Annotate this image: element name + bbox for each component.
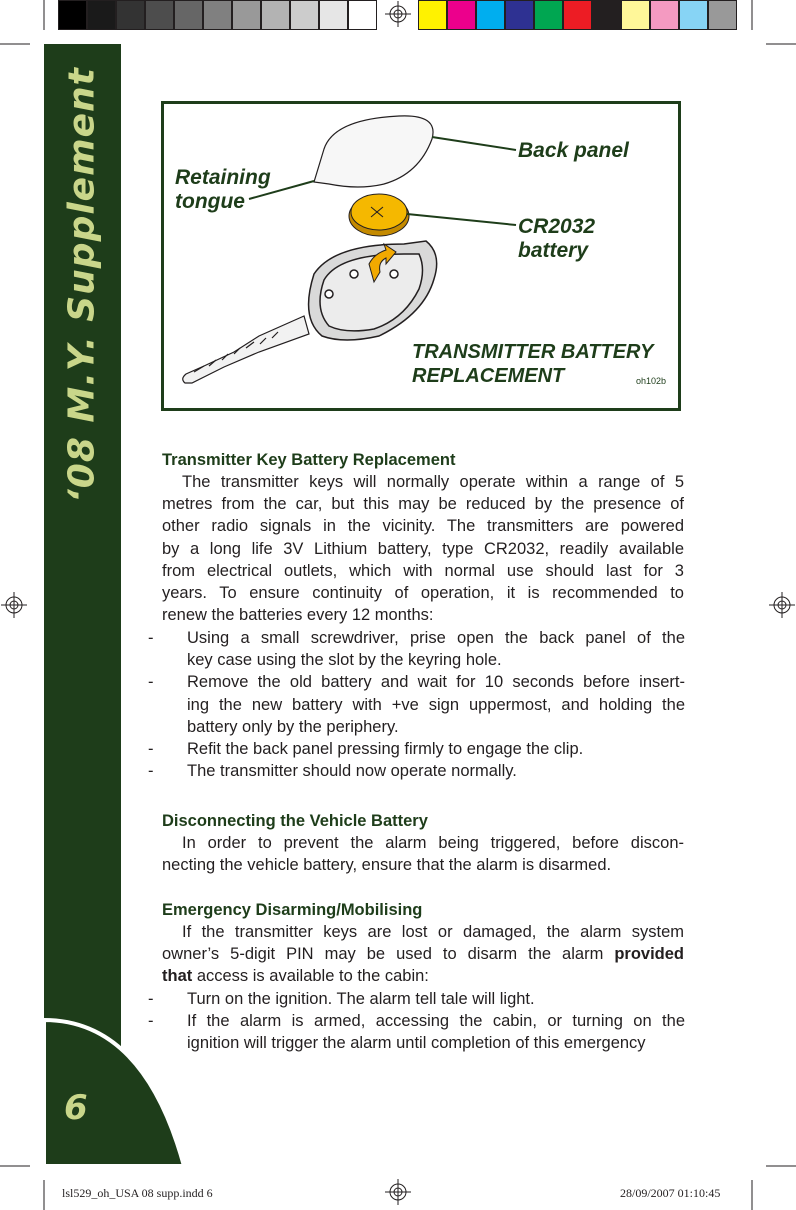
bullet-dash: -	[148, 629, 154, 647]
figure-title-line1: TRANSMITTER BATTERY	[412, 341, 654, 363]
text-line	[162, 832, 684, 854]
list-item-line: Using a small screwdriver, prise open the back panel of the	[187, 629, 685, 647]
text-line	[162, 854, 684, 876]
figure-reference: oh102b	[636, 376, 667, 386]
callout-retaining-line2: tongue	[175, 190, 245, 213]
text-line	[162, 471, 684, 493]
registration-mark-bottom	[385, 1179, 411, 1205]
text-line	[162, 560, 684, 582]
callout-back-panel: Back panel	[518, 139, 629, 162]
cr2032-battery-drawing	[349, 194, 409, 236]
figure-frame	[161, 101, 681, 411]
text-line	[162, 538, 684, 560]
paragraph-disconnect	[162, 832, 684, 876]
emergency-line-3: access is available to the cabin:	[192, 967, 429, 986]
text-line-content: renew the batteries every 12 months:	[162, 606, 434, 625]
list-item-line: Remove the old battery and wait for 10 seconds before insert-	[187, 673, 685, 692]
list-item	[148, 1010, 685, 1054]
callout-battery-line1: CR2032	[518, 215, 596, 238]
text-line-content: In order to prevent the alarm being triggered, before discon-	[182, 834, 684, 852]
text-line-content: years. To ensure continuity of operation, it is recommended to	[162, 584, 684, 603]
heading-battery-replacement: Transmitter Key Battery Replacement	[162, 451, 456, 469]
key-fob-body	[309, 241, 437, 340]
registration-mark-top	[385, 1, 411, 27]
registration-mark-right	[769, 592, 795, 618]
bullet-dash: -	[148, 740, 154, 758]
paragraph-emergency	[162, 921, 684, 988]
list-item	[148, 671, 685, 738]
list-item-line: ignition will trigger the alarm until completion of this emergency	[187, 1034, 646, 1053]
bullet-dash: -	[148, 762, 154, 781]
callout-retaining-line1: Retaining	[175, 166, 271, 189]
list-item	[148, 738, 685, 760]
list-item	[148, 988, 685, 1010]
text-line-content: metres from the car, but this may be reduced by the presence of	[162, 495, 684, 514]
list-item-line: The transmitter should now operate normally.	[187, 762, 517, 781]
list-item	[148, 627, 685, 671]
list-item-line: ing the new battery with +ve sign uppermost, and holding the	[187, 695, 685, 714]
text-line-content: by a long life 3V Lithium battery, type CR2032, readily available	[162, 539, 684, 558]
text-line-content: The transmitter keys will normally operate within a range of 5	[182, 473, 684, 491]
paragraph-battery-intro	[162, 471, 684, 626]
heading-emergency-disarming: Emergency Disarming/Mobilising	[162, 901, 423, 919]
emergency-line-2: owner’s 5-digit PIN may be used to disarm the alarm	[162, 945, 615, 964]
list-item-line: battery only by the periphery.	[187, 717, 399, 736]
list-item-line: Refit the back panel pressing firmly to engage the clip.	[187, 740, 584, 758]
emphasis-provided: provided	[614, 945, 684, 964]
heading-disconnect-battery: Disconnecting the Vehicle Battery	[162, 812, 428, 830]
text-line-content: necting the vehicle battery, ensure that the alarm is disarmed.	[162, 856, 612, 875]
figure-title-line2: REPLACEMENT	[412, 365, 565, 387]
emphasis-that: that	[162, 967, 193, 986]
text-line	[162, 604, 684, 626]
text-line	[162, 493, 684, 515]
text-line-content: other radio signals in the vicinity. The transmitters are powered	[162, 517, 684, 536]
list-item	[148, 760, 685, 782]
text-line	[162, 515, 684, 537]
slug-datetime: 28/09/2007 01:10:45	[620, 1186, 721, 1200]
page-number: 6	[64, 1088, 88, 1128]
bullet-dash: -	[148, 990, 154, 1008]
list-item-line: Turn on the ignition. The alarm tell tale will light.	[187, 990, 535, 1008]
back-panel-drawing	[314, 116, 433, 187]
text-line	[162, 582, 684, 604]
list-item-line: If the alarm is armed, accessing the cabin, or turning on the	[187, 1012, 685, 1031]
text-line-content: from electrical outlets, which with normal use should last for 3	[162, 561, 684, 580]
emergency-line-1: If the transmitter keys are lost or damaged, the alarm system	[182, 923, 684, 941]
slug-file-name: lsl529_oh_USA 08 supp.indd 6	[62, 1186, 213, 1200]
callout-battery-line2: battery	[518, 239, 589, 262]
registration-mark-left	[1, 592, 27, 618]
bullet-dash: -	[148, 1012, 154, 1031]
list-item-line: key case using the slot by the keyring hole.	[187, 651, 502, 670]
key-blade	[183, 316, 309, 383]
bullet-dash: -	[148, 673, 154, 692]
